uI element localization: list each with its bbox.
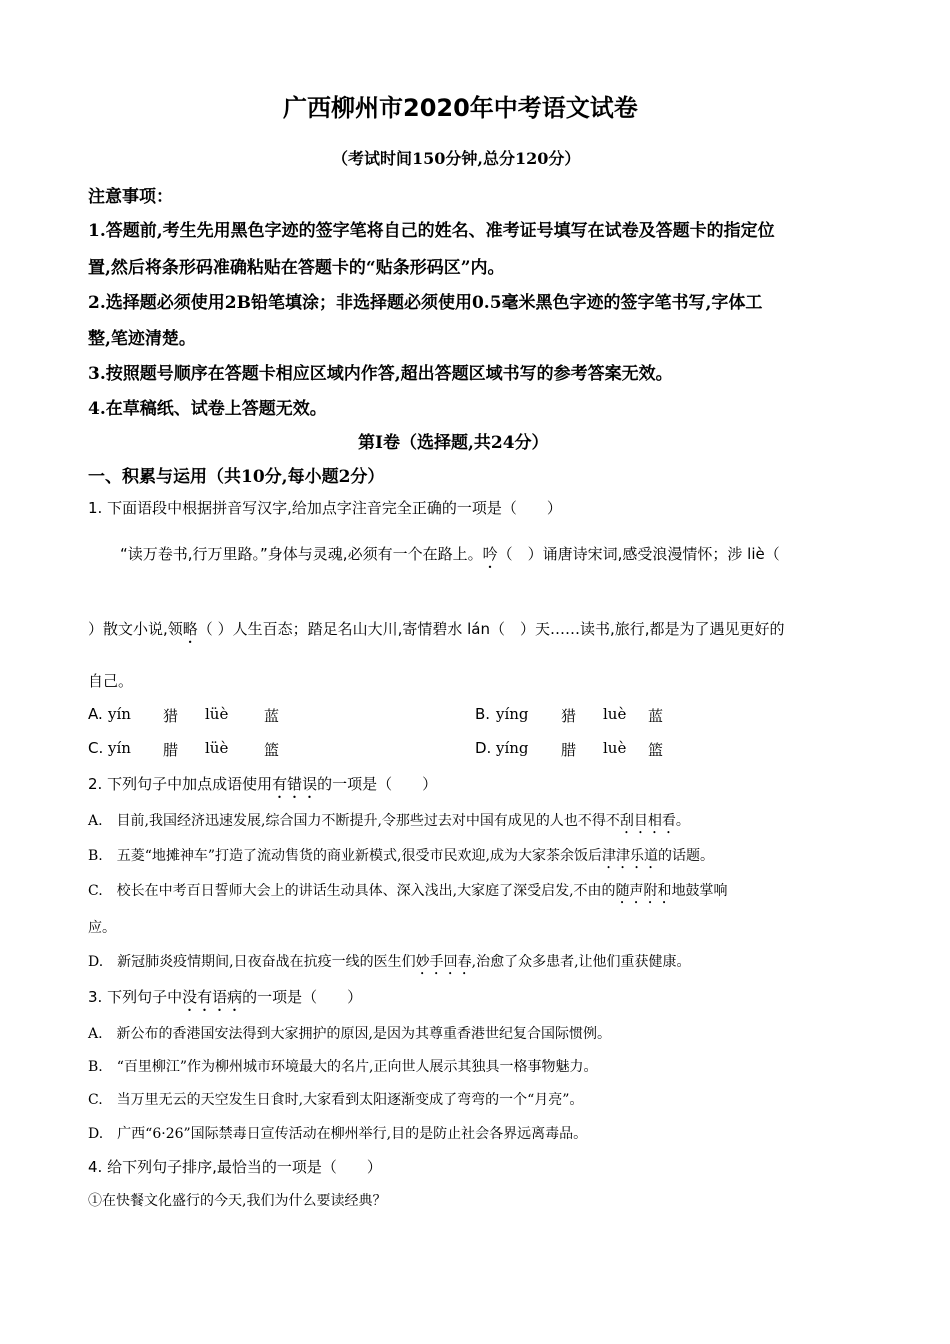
q2-b-idiom: 津津乐道 xyxy=(601,848,658,864)
notice-heading: 注意事项： xyxy=(88,187,173,207)
notice-line-1: 1.答题前,考生先用黑色字迹的签字笔将自己的姓名、准考证号填写在试卷及答题卡的指定位 xyxy=(88,221,775,241)
q3-option-a[interactable]: A. 新公布的香港国安法得到大家拥护的原因,是因为其尊重香港世纪复合国际惯例。 xyxy=(88,1026,612,1042)
notice-line-3: 2.选择题必须使用2B铅笔填涂；非选择题必须使用0.5毫米黑色字迹的签字笔书写,字体工 xyxy=(88,293,763,313)
q2-d-idiom: 妙手回春 xyxy=(415,954,472,970)
option-pinyin-1: yíng xyxy=(496,705,529,723)
q2-stem-b: 的一项是（ ） xyxy=(317,775,438,793)
option-char-1: 腊 xyxy=(163,741,179,759)
option-pinyin-1: yín xyxy=(108,705,131,723)
q1-passage-line-2 xyxy=(88,618,785,647)
option-letter: C. xyxy=(88,739,104,757)
q1-dotted-char-1: 吟 xyxy=(482,545,498,563)
notice-line-2: 置,然后将条形码准确粘贴在答题卡的“贴条形码区”内。 xyxy=(88,258,505,278)
q1-passage-line-1 xyxy=(120,543,780,572)
q3-stem-dotted: 没有语病 xyxy=(182,988,243,1006)
q2-a-text: A. 目前,我国经济迅速发展,综合国力不断提升,令那些过去对中国有成见的人也不得不 xyxy=(88,813,620,829)
q3-stem-b: 的一项是（ ） xyxy=(242,988,363,1006)
q2-b-text: B. 五菱“地摊神车”打造了流动售货的商业新模式,很受市民欢迎,成为大家茶余饭后 xyxy=(88,848,602,864)
option-char-2: 篮 xyxy=(648,741,664,759)
q2-b-end: 的话题。 xyxy=(657,848,714,864)
q2-option-a[interactable] xyxy=(88,810,690,837)
option-pinyin-1: yíng xyxy=(496,739,529,757)
q1-passage-1a: “读万卷书,行万里路。”身体与灵魂,必须有一个在路上。 xyxy=(120,545,483,563)
option-char-2: 蓝 xyxy=(264,707,280,725)
exam-subtitle: （考试时间150分钟,总分120分） xyxy=(332,149,581,168)
q2-c-text: C. 校长在中考百日誓师大会上的讲话生动具体、深入浅出,大家庭了深受启发,不由的 xyxy=(88,883,616,899)
q2-option-d[interactable] xyxy=(88,951,691,978)
q3-option-d[interactable]: D. 广西“6·26”国际禁毒日宣传活动在柳州举行,目的是防止社会各界远离毒品。 xyxy=(88,1126,588,1142)
option-letter: D. xyxy=(475,739,492,757)
notice-line-6: 4.在草稿纸、试卷上答题无效。 xyxy=(88,399,327,419)
section-title: 一、积累与运用（共10分,每小题2分） xyxy=(88,467,385,487)
option-pinyin-2: luè xyxy=(603,739,627,757)
notice-line-5: 3.按照题号顺序在答题卡相应区域内作答,超出答题区域书写的参考答案无效。 xyxy=(88,364,673,384)
q2-c-idiom: 随声附和 xyxy=(615,883,672,899)
q3-option-c[interactable]: C. 当万里无云的天空发生日食时,大家看到太阳逐渐变成了弯弯的一个“月亮”。 xyxy=(88,1092,584,1108)
q1-passage-line-3: 自己。 xyxy=(88,672,134,690)
q2-stem-dotted: 有错误 xyxy=(272,775,318,793)
q2-stem xyxy=(88,773,437,802)
q4-stem: 4. 给下列句子排序,最恰当的一项是（ ） xyxy=(88,1158,382,1176)
notice-line-4: 整,笔迹清楚。 xyxy=(88,329,196,349)
option-pinyin-2: lüè xyxy=(205,739,229,757)
q3-option-b[interactable]: B. “百里柳江”作为柳州城市环境最大的名片,正向世人展示其独具一格事物魅力。 xyxy=(88,1059,598,1075)
exam-title: 广西柳州市2020年中考语文试卷 xyxy=(283,94,638,122)
part-title: 第Ⅰ卷（选择题,共24分） xyxy=(358,433,549,453)
q2-d-end: ,治愈了众多患者,让他们重获健康。 xyxy=(471,954,691,970)
option-char-1: 猎 xyxy=(561,707,577,725)
q2-d-text: D. 新冠肺炎疫情期间,日夜奋战在抗疫一线的医生们 xyxy=(88,954,416,970)
option-pinyin-2: lüè xyxy=(205,705,229,723)
option-letter: B. xyxy=(475,705,491,723)
q4-sentence-1: ①在快餐文化盛行的今天,我们为什么要读经典？ xyxy=(88,1193,387,1209)
q2-a-end: 。 xyxy=(675,813,690,829)
q2-c-end: 地鼓掌响 xyxy=(671,883,728,899)
q1-passage-2a: ）散文小说,领 xyxy=(88,620,183,638)
option-char-1: 腊 xyxy=(561,741,577,759)
q3-stem-a: 3. 下列句子中 xyxy=(88,988,183,1006)
option-letter: A. xyxy=(88,705,103,723)
option-pinyin-2: luè xyxy=(603,705,627,723)
option-char-2: 蓝 xyxy=(648,707,664,725)
q1-dotted-char-2: 略 xyxy=(182,620,198,638)
q1-passage-2b: （ ）人生百态；踏足名山大川,寄情碧水 lán（ ）天……读书,旅行,都是为了遇见更好的 xyxy=(197,620,785,638)
q1-stem: 1. 下面语段中根据拼音写汉字,给加点字注音完全正确的一项是（ ） xyxy=(88,499,562,517)
q3-stem xyxy=(88,986,362,1015)
q2-stem-a: 2. 下列句子中加点成语使用 xyxy=(88,775,273,793)
q1-passage-1b: （ ）诵唐诗宋词,感受浪漫情怀；涉 liè（ xyxy=(497,545,780,563)
q2-a-idiom: 刮目相看 xyxy=(619,813,676,829)
q2-option-c-line-2: 应。 xyxy=(88,920,116,936)
option-pinyin-1: yín xyxy=(108,739,131,757)
option-char-1: 猎 xyxy=(163,707,179,725)
option-char-2: 篮 xyxy=(264,741,280,759)
q2-option-b[interactable] xyxy=(88,845,714,872)
q2-option-c[interactable] xyxy=(88,880,728,907)
